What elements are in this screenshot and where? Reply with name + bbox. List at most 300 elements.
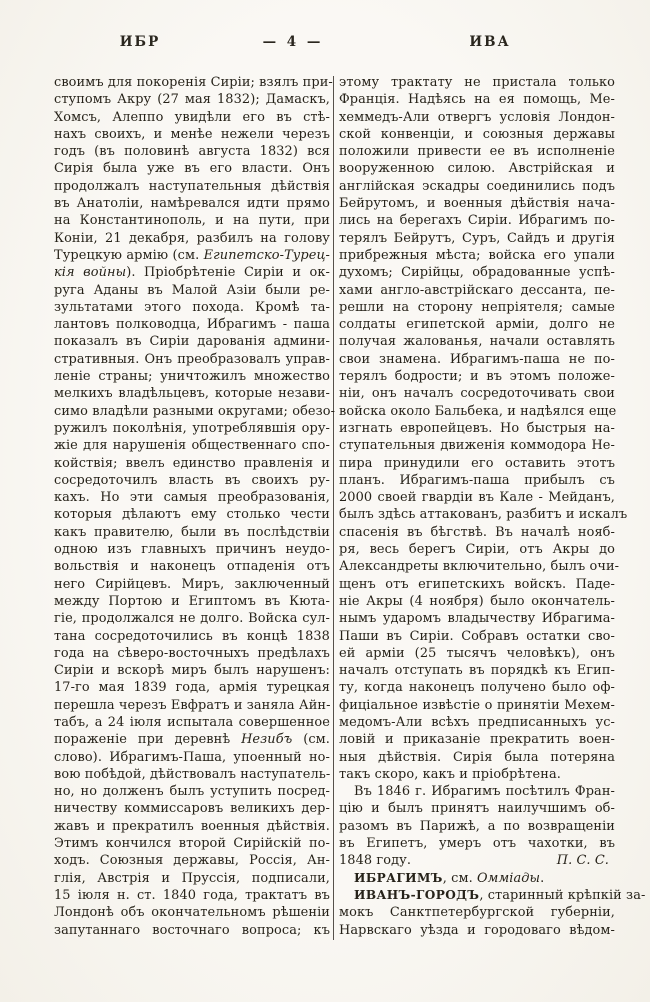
text-run: тана сосредоточились въ концѣ 1838: [54, 628, 330, 644]
entry-headword: ИБРАГИМЪ: [354, 870, 443, 885]
text-run: 15 іюля н. ст. 1840 года, трактатъ въ: [54, 887, 330, 903]
text-run: Бейрутомъ, и военныя дѣйствія нача-: [339, 196, 615, 212]
text-line: [339, 247, 615, 264]
text-run: терялъ бодрости; и въ этомъ положе-: [339, 369, 615, 385]
text-run: гіе, продолжался не долго. Войска сул-: [54, 611, 330, 627]
text-run: войска около Бальбека, и надѣялся еще: [339, 403, 617, 419]
text-run: вольствія и наконецъ отпаденія отъ: [54, 559, 330, 575]
line-content: [339, 404, 616, 419]
text-run: перешла черезъ Евфратъ и заняла Айн-: [54, 697, 331, 713]
text-line: [339, 800, 615, 817]
text-line: [339, 887, 646, 904]
line-content: [54, 629, 330, 644]
text-line: [339, 455, 615, 472]
text-line: [339, 143, 615, 160]
text-run: Франція. Надѣясь на ея помощь, Ме-: [339, 92, 615, 108]
text-run: вою побѣдой, дѣйствовалъ наступатель-: [54, 766, 331, 782]
text-line: [339, 835, 615, 852]
text-line: [54, 628, 330, 645]
line-content: [339, 317, 615, 332]
text-run: симо владѣли разными округами; обезо-: [54, 403, 336, 419]
text-run: духомъ; Сирійцы, обрадованные успѣ-: [339, 265, 615, 281]
line-content: [354, 888, 645, 903]
line-content: [54, 801, 330, 816]
text-run: Въ 1846 г. Ибрагимъ посѣтилъ Фран-: [354, 784, 615, 800]
line-content: [54, 594, 330, 609]
line-content: [54, 421, 330, 436]
line-content: [54, 231, 330, 246]
text-line: [339, 178, 615, 195]
text-line: [54, 351, 330, 368]
italic-reference: Омміады: [477, 870, 541, 886]
text-run: ловій и приказаніе прекратить воен-: [339, 732, 615, 748]
text-run: (см.: [292, 732, 330, 748]
text-line: [54, 524, 330, 541]
line-content: [54, 646, 330, 661]
text-run: ей арміи (25 тысячъ человѣкъ), онъ: [339, 645, 615, 661]
text-line: [54, 818, 330, 835]
line-content: [339, 231, 615, 246]
line-content: [54, 784, 330, 799]
column-divider: [333, 76, 334, 940]
line-content: [339, 438, 615, 453]
line-content: [339, 75, 615, 90]
text-line: [339, 195, 615, 212]
line-content: [339, 663, 615, 678]
text-line: [54, 645, 330, 662]
text-line: [54, 385, 330, 402]
text-line: [54, 593, 330, 610]
line-content: [339, 732, 615, 747]
line-content: [54, 905, 330, 920]
text-line: [54, 714, 330, 731]
line-content: [54, 680, 330, 695]
text-line: [54, 783, 330, 800]
text-line: [339, 662, 615, 679]
line-content: [54, 179, 330, 194]
text-run: ступомъ Акру (27 мая 1832); Дамаскъ,: [54, 92, 330, 108]
text-line: [54, 887, 330, 904]
line-content: [54, 750, 330, 765]
text-run: терялъ Бейрутъ, Суръ, Сайдъ и другія: [339, 230, 615, 246]
text-run: нахъ своихъ, и менѣе нежели черезъ: [54, 126, 330, 142]
text-line: [339, 870, 615, 887]
line-content: [54, 732, 330, 747]
text-line: [54, 212, 330, 229]
text-run: Нарвскаго уѣзда и городоваго вѣдом-: [339, 922, 615, 938]
text-line: [339, 506, 628, 523]
text-line: [339, 593, 615, 610]
text-run: цію и былъ принятъ наилучшимъ об-: [339, 801, 615, 817]
line-content: [339, 386, 615, 401]
text-line: [339, 645, 615, 662]
line-content: [354, 871, 544, 886]
text-run: солдаты египетской арміи, долго не: [339, 317, 615, 333]
line-content: [339, 127, 615, 142]
line-content: [339, 421, 615, 436]
text-line: [339, 524, 615, 541]
text-run: , см.: [442, 870, 477, 886]
text-line: [339, 852, 615, 869]
text-line: [54, 679, 330, 696]
line-content: [339, 248, 615, 263]
text-run: Сирія была уже въ его власти. Онъ: [54, 161, 330, 177]
line-content: [54, 836, 330, 851]
text-line: [54, 697, 330, 714]
text-line: [339, 91, 615, 108]
line-content: [339, 559, 619, 574]
line-content: [339, 110, 615, 125]
text-run: хеммедъ-Али отвергъ условія Лондон-: [339, 109, 615, 125]
line-content: [54, 611, 330, 626]
italic-reference: Египетско-Турец-: [203, 247, 330, 263]
line-content: [339, 698, 615, 713]
text-line: [54, 870, 330, 887]
line-content: [54, 92, 330, 107]
line-content: [54, 386, 330, 401]
line-content: [54, 248, 330, 263]
text-run: англійская эскадры соединились подъ: [339, 178, 615, 194]
text-line: [339, 714, 615, 731]
text-run: руга Аданы въ Малой Азіи были ре-: [54, 282, 330, 298]
text-run: на Константинополь, и на пути, при: [54, 213, 330, 229]
text-run: свои знамена. Ибрагимъ-паша не по-: [339, 351, 615, 367]
page-number: — 4 —: [262, 34, 324, 50]
text-run: одною изъ главныхъ причинъ неудо-: [54, 542, 330, 558]
text-run: .: [540, 870, 545, 886]
text-run: такъ скоро, какъ и пріобрѣтена.: [339, 766, 561, 782]
text-line: [339, 299, 615, 316]
text-run: мокъ Санктпетербургской губерніи,: [339, 905, 615, 921]
text-line: [54, 610, 330, 627]
line-content: [339, 283, 615, 298]
line-content: [54, 75, 333, 90]
line-content: [339, 196, 615, 211]
line-content: [54, 127, 330, 142]
text-line: [54, 731, 330, 748]
text-line: [54, 195, 330, 212]
text-run: положили привести ее въ исполненіе: [339, 144, 615, 160]
text-line: [54, 558, 330, 575]
text-line: [54, 489, 330, 506]
text-line: [339, 541, 615, 558]
text-run: табъ, а 24 іюля испытала совершенное: [54, 714, 330, 730]
text-line: [339, 126, 615, 143]
text-run: медомъ-Али всѣхъ предписанныхъ ус-: [339, 714, 615, 730]
text-run: ходъ. Союзныя державы, Россія, Ан-: [54, 853, 330, 869]
text-line: [54, 904, 330, 921]
header-keyword-left: ИБР: [119, 34, 161, 50]
line-content: [54, 767, 330, 782]
text-line: [339, 818, 615, 835]
line-content: [339, 161, 615, 176]
text-run: годъ (въ половинѣ августа 1832) вся: [54, 144, 330, 160]
text-run: Коніи, 21 декабря, разбилъ на голову: [54, 230, 330, 246]
line-content: [339, 490, 615, 505]
text-run: планъ. Ибрагимъ-паша прибылъ съ: [339, 472, 615, 488]
text-line: [339, 160, 615, 177]
line-content: [54, 853, 330, 868]
text-line: [339, 576, 615, 593]
text-run: стративныя. Онъ преобразовалъ управ-: [54, 351, 330, 367]
text-run: жавъ и прекратилъ военныя дѣйствія.: [54, 818, 330, 834]
line-content: [339, 179, 615, 194]
text-line: [54, 299, 330, 316]
text-run: года на сѣверо-восточныхъ предѣлахъ: [54, 645, 330, 661]
text-run: слово). Ибрагимъ-Паша, упоенный но-: [54, 749, 330, 765]
text-line: [339, 628, 615, 645]
line-content: [339, 715, 615, 730]
text-run: нымъ ударомъ владычеству Ибрагима-: [339, 611, 615, 627]
italic-reference: кія войны: [54, 265, 127, 281]
text-line: [54, 506, 330, 523]
text-run: 2000 своей гвардіи въ Кале - Мейданъ,: [339, 490, 615, 506]
line-content: [339, 611, 615, 626]
text-line: [54, 316, 330, 333]
italic-reference: Незибъ: [241, 732, 293, 748]
text-run: хами англо-австрійскаго дессанта, пе-: [339, 282, 615, 298]
text-line: [339, 489, 615, 506]
line-content: [54, 404, 335, 419]
text-run: жіе для нарушенія общественнаго спо-: [54, 438, 330, 454]
text-run: глія, Австрія и Пруссія, подписали,: [54, 870, 330, 886]
line-content: [339, 646, 615, 661]
line-content: [339, 92, 615, 107]
line-content: [54, 456, 330, 471]
line-content: [54, 923, 330, 938]
text-run: въ Египетъ, умеръ отъ чахотки, въ: [339, 836, 615, 852]
text-line: [339, 679, 615, 696]
text-line: [54, 576, 330, 593]
text-run: Александреты включительно, былъ очи-: [339, 559, 620, 575]
line-content: [54, 888, 330, 903]
text-run: этому трактату не пристала только: [339, 75, 615, 90]
text-run: лись на берегахъ Сиріи. Ибрагимъ по-: [339, 213, 615, 229]
line-content: [54, 161, 330, 176]
text-line: [339, 264, 615, 281]
line-content: [54, 352, 330, 367]
line-content: [339, 819, 615, 834]
text-run: ніи, онъ началъ сосредоточивать свои: [339, 386, 615, 402]
line-content: [54, 110, 330, 125]
line-content: [339, 213, 615, 228]
text-run: которыя дѣлаютъ ему столько чести: [54, 507, 330, 523]
text-run: началъ отступать въ порядкѣ къ Егип-: [339, 663, 615, 679]
text-line: [54, 143, 330, 160]
line-content: [354, 784, 615, 799]
line-content: [339, 144, 615, 159]
line-content: [54, 144, 330, 159]
text-run: зультатами этого похода. Кромѣ та-: [54, 299, 330, 315]
line-content: [54, 507, 330, 522]
text-line: [54, 835, 330, 852]
text-run: ничеству коммиссаровъ великихъ дер-: [54, 801, 330, 817]
line-content: [339, 905, 615, 920]
text-line: [339, 385, 615, 402]
line-content: [54, 473, 330, 488]
line-content: [339, 801, 615, 816]
text-line: [54, 91, 330, 108]
text-line: [339, 403, 615, 420]
text-run: пира принудили его оставить этотъ: [339, 455, 615, 471]
text-line: [339, 420, 615, 437]
text-run: лантовъ полководца, Ибрагимъ - паша: [54, 317, 330, 333]
line-content: [339, 750, 615, 765]
text-run: , старинный крѣпкій за-: [479, 887, 646, 903]
line-content: [339, 852, 411, 869]
text-line: [54, 766, 330, 783]
line-content: [339, 542, 615, 557]
text-run: но, но долженъ былъ уступить посред-: [54, 784, 330, 800]
line-content: [54, 265, 330, 280]
text-run: Сиріи и вскорѣ миръ былъ нарушенъ:: [54, 663, 330, 679]
text-run: прибрежныя мѣста; войска его упали: [339, 247, 615, 263]
text-run: леніе страны; уничтожилъ множество: [54, 369, 330, 385]
text-line: [339, 697, 615, 714]
text-line: [54, 109, 330, 126]
text-line: [54, 247, 330, 264]
line-content: [54, 369, 330, 384]
line-content: [54, 559, 330, 574]
text-line: [339, 316, 615, 333]
text-line: [339, 472, 615, 489]
text-column-left: [54, 74, 336, 939]
text-run: ря, весь берегъ Сиріи, отъ Акры до: [339, 542, 615, 558]
text-line: [339, 333, 615, 350]
text-run: между Портою и Египтомъ въ Кюта-: [54, 593, 330, 609]
line-content: [54, 283, 330, 298]
text-run: въ Анатоліи, намѣревался идти прямо: [54, 196, 330, 212]
header-keyword-right: ИВА: [469, 34, 511, 50]
line-content: [54, 525, 330, 540]
text-run: спасенія въ бѣгствѣ. Въ началѣ нояб-: [339, 524, 615, 540]
text-run: былъ здѣсь аттакованъ, разбитъ и искалъ: [339, 507, 628, 523]
page-header: [0, 34, 650, 54]
text-run: запутаннаго восточнаго вопроса; къ: [54, 922, 330, 938]
line-content: [339, 577, 615, 592]
text-run: Паши въ Сиріи. Собравъ остатки сво-: [339, 628, 615, 644]
text-line: [54, 922, 330, 939]
text-line: [54, 126, 330, 143]
text-line: [54, 541, 330, 558]
line-content: [339, 629, 615, 644]
text-line: [339, 368, 615, 385]
text-line: [339, 109, 615, 126]
line-content: [54, 577, 330, 592]
line-content: [54, 819, 330, 834]
text-run: фиціальное извѣстіе о принятіи Мехем-: [339, 697, 615, 713]
line-content: [54, 196, 330, 211]
text-line: [54, 403, 336, 420]
text-line: [54, 749, 330, 766]
text-run: получая жалованья, начали оставлять: [339, 334, 615, 350]
text-line: [339, 731, 615, 748]
text-line: [54, 178, 330, 195]
text-line: [339, 351, 615, 368]
line-content: [54, 663, 330, 678]
text-run: мелкихъ владѣльцевъ, которые незави-: [54, 386, 330, 402]
text-line: [339, 230, 615, 247]
text-run: кахъ. Но эти самыя преобразованія,: [54, 490, 330, 506]
text-run: пораженіе при деревнѣ: [54, 732, 242, 748]
line-content: [339, 300, 615, 315]
line-content: [54, 317, 330, 332]
text-line: [54, 282, 330, 299]
line-content: [339, 265, 615, 280]
text-run: 1848 году.: [339, 853, 412, 869]
text-line: [339, 904, 615, 921]
text-line: [339, 74, 615, 91]
line-content: [54, 698, 331, 713]
text-column-right: [339, 74, 646, 939]
text-line: [54, 264, 330, 281]
text-line: [54, 852, 330, 869]
text-line: [54, 437, 330, 454]
text-line: [54, 662, 330, 679]
text-run: ту, когда наконецъ получено было оф-: [339, 680, 615, 696]
line-content: [339, 923, 615, 938]
text-run: продолжалъ наступательныя дѣйствія: [54, 178, 330, 194]
line-content: [339, 507, 627, 522]
text-line: [339, 749, 615, 766]
text-run: своимъ для покоренія Сиріи; взялъ при-: [54, 75, 333, 90]
text-run: решли на сторону непріятеля; самые: [339, 299, 615, 315]
line-content: [339, 594, 615, 609]
text-run: Лондонѣ объ окончательномъ рѣшеніи: [54, 905, 330, 921]
line-content: [339, 767, 561, 782]
line-content: [54, 871, 330, 886]
text-run: щенъ отъ египетскихъ войскъ. Паде-: [339, 576, 615, 592]
text-run: ніе Акры (4 ноября) было окончатель-: [339, 593, 615, 609]
text-run: вооруженною силою. Австрійская и: [339, 161, 615, 177]
line-content: [54, 438, 330, 453]
text-run: ступательныя движенія коммодора Не-: [339, 438, 615, 454]
line-content: [339, 352, 615, 367]
line-content: [339, 836, 615, 851]
line-content: [54, 300, 330, 315]
text-line: [339, 282, 615, 299]
line-content: [54, 490, 330, 505]
line-content: [54, 542, 330, 557]
text-run: ружилъ поколѣнія, употреблявшія ору-: [54, 420, 330, 436]
line-content: [339, 680, 615, 695]
text-run: какъ правителю, были въ послѣдствіи: [54, 524, 330, 540]
text-line: [339, 437, 615, 454]
text-line: [54, 230, 330, 247]
text-run: него Сирійцевъ. Миръ, заключенный: [54, 576, 330, 592]
text-line: [54, 455, 330, 472]
text-line: [54, 420, 330, 437]
text-run: Этимъ кончился второй Сирійскій по-: [54, 836, 330, 852]
line-content: [339, 525, 615, 540]
text-line: [54, 800, 330, 817]
text-line: [339, 783, 615, 800]
text-line: [54, 472, 330, 489]
text-run: разомъ въ Парижѣ, а по возвращеніи: [339, 818, 615, 834]
text-line: [339, 212, 615, 229]
line-content: [54, 334, 330, 349]
text-run: сосредоточилъ власть въ своихъ ру-: [54, 472, 330, 488]
text-line: [339, 558, 620, 575]
text-run: 17-го мая 1839 года, армія турецкая: [54, 680, 330, 696]
text-line: [339, 766, 615, 783]
line-content: [339, 456, 615, 471]
text-run: Турецкую армію (см.: [54, 247, 204, 263]
text-run: показалъ въ Сиріи дарованія админи-: [54, 334, 330, 350]
text-run: Хомсъ, Алеппо увидѣли его въ стѣ-: [54, 109, 330, 125]
text-line: [339, 610, 615, 627]
line-content: [339, 369, 615, 384]
